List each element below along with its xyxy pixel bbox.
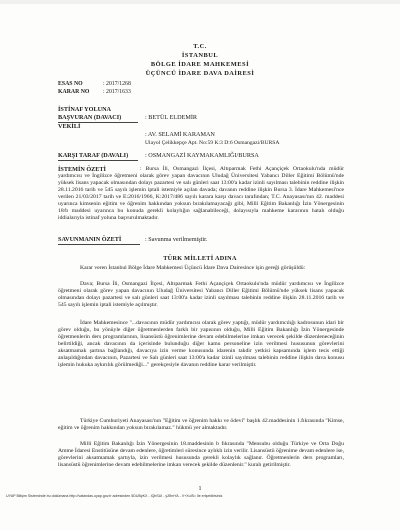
- appellant-label-2: BAŞVURAN (DAVACI): [58, 114, 122, 121]
- defense-summary-label: SAVUNMANIN ÖZETİ: [58, 236, 122, 243]
- attorney-name: : AV. SELAMİ KARAMAN: [145, 131, 215, 138]
- judgment-title: TÜRK MİLLETİ ADINA: [163, 255, 237, 262]
- respondent-name: : OSMANGAZİ KAYMAKAMLIĞI/BURSA: [145, 152, 259, 159]
- scan-edge: [0, 0, 400, 4]
- header-city: İSTANBUL: [181, 52, 219, 59]
- defense-rule: [58, 244, 140, 245]
- header-tc: T.C.: [193, 43, 207, 50]
- appellant-label-1: İSTİNAF YOLUNA: [58, 106, 112, 113]
- esas-row: [58, 80, 131, 88]
- defense-summary-text: : Savunma verilmemiştir.: [145, 236, 208, 243]
- karar-value: : 2017/1633: [103, 89, 131, 95]
- esas-value: : 2017/1268: [103, 81, 131, 87]
- karar-label: KARAR NO: [58, 89, 90, 95]
- paragraph-constitution: Türkiye Cumhuriyeti Anayasası'nın "Eğitim ve öğrenim hakkı ve ödevi" başlık 42.maddesinin 1.fıkrasında "Kimse, eğitim ve öğrenim hakkından yoksun bırakılamaz." hükmü yer almaktadır.: [58, 418, 344, 432]
- header-court: BÖLGE İDARE MAHKEMESİ: [150, 61, 250, 68]
- header-chamber: ÜÇÜNCÜ İDARE DAVA DAİRESİ: [145, 70, 255, 77]
- paragraph-deliberation: Karar veren İstanbul Bölge İdare Mahkemesi Üçüncü İdare Dava Dairesince işin gereği görüşüldü:: [80, 265, 306, 271]
- paragraph-directive: Milli Eğitim Bakanlığı İzin Yönergesinin 18.maddesinin b fıkrasında "Mensubu olduğu Türkiye ve Orta Doğu Amme İdaresi Enstitüsüne devam edenlere, öğretimleri süresince aylıklı izin verilir. Lisansüstü öğrenime devam edenlere ise, görevlerini aksatmamak şartıyla, izin verilmesi hususunda gerekli kolaylık sağlanır. Öğretmenlerin ders programları, lisansüstü öğrenimlerine devam edebilmelerine imkan verecek şekilde düzenlenir." kuralı getirilmiştir.: [58, 441, 344, 469]
- esas-label: ESAS NO: [58, 81, 83, 87]
- claim-summary-text: : Bursa İli, Osmangazi İlçesi, Altıparmak Fethi Açançiçek Ortaokulu'nda müdür yardımcısı ve İngilizce öğretmeni olarak görev yapan davacının Uludağ Üniversitesi Yabancı Diller Eğitimi Bölümü'nde yüksek lisans yapacak olmasından dolayı pazartesi ve salı günleri saat 13:00'a kadar izinli sayılması talebinin reddine ilişkin 28.11.2016 tarih ve 545 sayılı işlemin iptali istemiyle açılan davada; davanın reddine ilişkin Bursa 3. İdare Mahkemesi'nce verilen 21/03/2017 tarih ve E:2016/1966, K:2017/486 sayılı karara karşı davacı tarafından; T.C. Anayasası'nın 42. maddesi uyarınca kimsenin eğitim ve öğrenim hakkından yoksun bırakılamayacağı gibi, Milli Eğitim Bakanlığı İzin Yönergesinin 18/b maddesi uyarınca bu konuda gerekli kolaylığın sağlanabileceği, dolayısıyla mahkeme kararının hatalı olduğu iddialarıyla istinaf yoluna başvurulmaktadır.: [58, 166, 344, 222]
- page-number: 1: [198, 486, 202, 492]
- claim-summary-label: İSTEMİN ÖZETİ: [58, 166, 106, 173]
- paragraph-lower-court: İdare Mahkemesince "...davacının müdür yardımcısı olarak görev yaptığı, müdür yardımcılığı kadrosunun idari bir görev olduğu, bu yönüyle diğer öğretmenlerden farklı bir yapısının olduğu, Milli Eğitim Bakanlığı İzin Yönergesinde öğretmenlerin ders programlarının, lisansüstü öğrenimlerine devam edebilmelerine imkan verecek şekilde düzenleneceğinin belirtildiği, ancak davacının da içerisinde bulunduğu diğer kamu personeline izin verilmesi hususunun görevlerini aksatmamak şartına bağlandığı, davacıya izin verme konusunda idarenin takdir yetkisi kapsamında işlem tesis ettiği anlaşıldığından davacının, Pazartesi ve Salı günleri saat 13:00'a kadar izinli sayılması talebinin reddine ilişkin dava konusu işlemin hukuka aykırılık görülmediği..." gerekçesiyle davanın reddine karar verilmiştir.: [58, 320, 344, 369]
- paragraph-case: Dava; Bursa İli, Osmangazi İlçesi, Altıparmak Fethi Açançiçek Ortaokulu'nda müdür yardımcısı ve İngilizce öğretmeni olarak görev yapan davacının Uludağ Üniversitesi Yabancı Diller Eğitimi Bölümü'nde yüksek lisans yapacak olmasından dolayı pazartesi ve salı günleri saat 13:00'a kadar izinli sayılması talebinin reddine ilişkin 28.11.2016 tarih ve 545 sayılı işlemin iptali istemiyle açılmıştır.: [58, 281, 344, 309]
- respondent-rule: [58, 160, 138, 161]
- appellant-name: : BETÜL ELDEMİR: [145, 114, 198, 121]
- uyap-footer: UYAP Bilişim Sisteminde bu dokümana http://vatandas.uyap.gov.tr adresinden 5DUByKX - IQbSUl - yZfimYA - V+XuIS= ile erişebilirsiniz.: [6, 494, 224, 498]
- respondent-label: KARŞI TARAF (DAVALI): [58, 152, 129, 159]
- attorney-label: VEKİLİ: [58, 123, 81, 130]
- attorney-address: Ulayol Çelikkepçe Apt. No:59 K:3 D:6 Osmangazi/BURSA: [145, 140, 280, 146]
- karar-row: [58, 88, 131, 96]
